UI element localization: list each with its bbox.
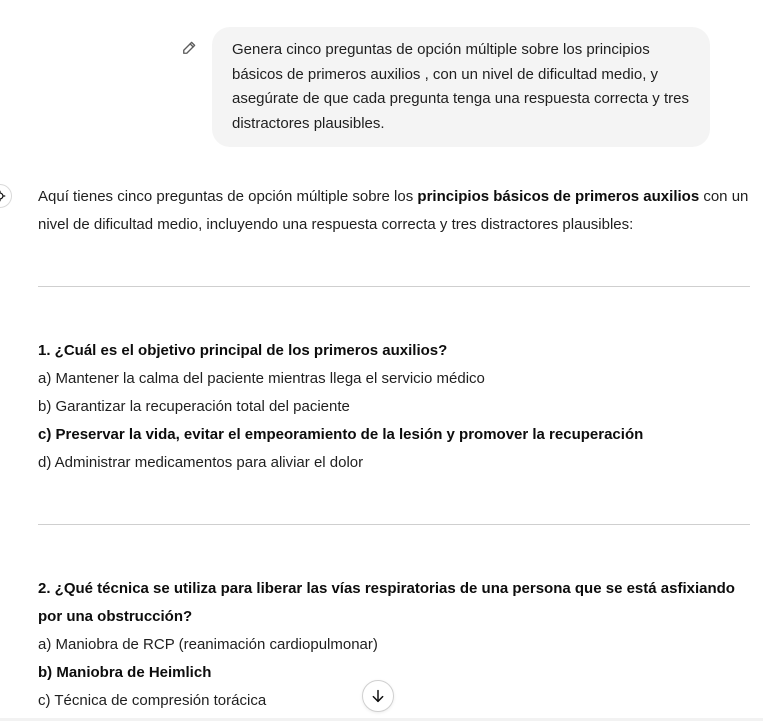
divider xyxy=(38,524,750,525)
question-block xyxy=(38,337,750,477)
pencil-icon[interactable] xyxy=(180,39,198,57)
answer-option: d) Administrar medicamentos para aliviar el dolor xyxy=(38,454,364,471)
answer-option: a) Maniobra de RCP (reanimación cardiopulmonar) xyxy=(38,636,378,653)
assistant-logo-icon xyxy=(0,184,12,208)
answer-option: a) Mantener la calma del paciente mientras llega el servicio médico xyxy=(38,370,485,387)
user-message-bubble xyxy=(212,27,710,147)
intro-text-after: con un nivel de dificultad medio, incluyendo una respuesta correcta y tres distractores plausibles: xyxy=(38,188,749,233)
correct-answer-option: c) Preservar la vida, evitar el empeoramiento de la lesión y promover la recuperación xyxy=(38,426,644,443)
answer-option: c) Técnica de compresión torácica xyxy=(38,692,267,709)
user-message-row xyxy=(180,27,750,147)
divider xyxy=(38,286,750,287)
question-title: 2. ¿Qué técnica se utiliza para liberar las vías respiratorias de una persona que se está asfixiando por una obstrucción? xyxy=(38,580,735,625)
scroll-to-bottom-button[interactable] xyxy=(362,680,394,712)
question-block xyxy=(38,575,750,715)
correct-answer-option: b) Maniobra de Heimlich xyxy=(38,664,212,681)
intro-text-bold: principios básicos de primeros auxilios xyxy=(417,188,700,205)
question-title: 1. ¿Cuál es el objetivo principal de los primeros auxilios? xyxy=(38,342,448,359)
assistant-message xyxy=(38,183,750,715)
intro-text-before: Aquí tienes cinco preguntas de opción múltiple sobre los xyxy=(38,188,418,205)
answer-option: b) Garantizar la recuperación total del paciente xyxy=(38,398,350,415)
assistant-intro xyxy=(38,183,750,239)
arrow-down-icon xyxy=(370,688,386,704)
user-message-text: Genera cinco preguntas de opción múltiple sobre los principios básicos de primeros auxilios , con un nivel de dificultad medio, y asegúrate de que cada pregunta tenga una respuesta correcta y tres distractores plausibles. xyxy=(232,41,689,132)
